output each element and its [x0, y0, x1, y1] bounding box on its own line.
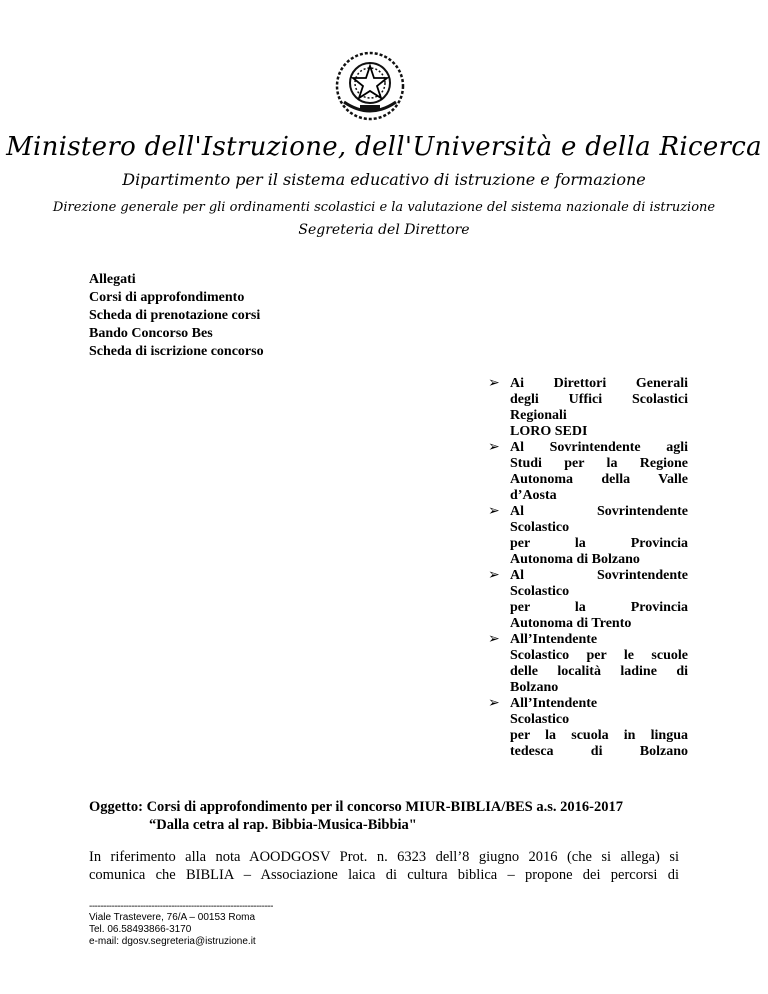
recipient-item — [488, 696, 688, 760]
footer-email: e-mail: dgosv.segreteria@istruzione.it — [89, 936, 256, 947]
recipient-line: Al Sovrintendente — [510, 504, 688, 519]
arrow-bullet-icon: ➢ — [488, 504, 500, 519]
recipients-list — [488, 376, 688, 760]
recipient-line: Autonoma della Valle — [510, 472, 688, 487]
recipient-line: tedesca di Bolzano — [510, 744, 688, 759]
recipient-line: per la Provincia — [510, 600, 688, 615]
recipient-line: All’Intendente — [510, 632, 598, 647]
arrow-bullet-icon: ➢ — [488, 568, 500, 583]
directorate-name: Direzione generale per gli ordinamenti scolastici e la valutazione del sistema nazionale di istruzione — [52, 200, 716, 215]
arrow-bullet-icon: ➢ — [488, 376, 500, 391]
subject-line: Oggetto: Corsi di approfondimento per il concorso MIUR-BIBLIA/BES a.s. 2016-2017 — [89, 799, 623, 815]
attachment-item: Bando Concorso Bes — [89, 326, 213, 341]
recipient-line: Al Sovrintendente agli — [510, 440, 688, 455]
attachment-item: Scheda di iscrizione concorso — [89, 344, 264, 359]
recipient-line: Autonoma di Trento — [510, 616, 632, 631]
recipient-line: d’Aosta — [510, 488, 557, 503]
recipient-item — [488, 632, 688, 696]
italian-republic-emblem-icon — [330, 50, 410, 122]
footer-divider: ----------------------------------------------------------------- — [89, 901, 273, 912]
department-name: Dipartimento per il sistema educativo di istruzione e formazione — [122, 170, 646, 189]
recipient-line: Bolzano — [510, 680, 559, 695]
attachments-heading: Allegati — [89, 272, 136, 287]
recipient-line: Scolastico — [510, 584, 570, 599]
recipient-line: All’Intendente — [510, 696, 598, 711]
attachment-item: Scheda di prenotazione corsi — [89, 308, 261, 323]
recipient-line: Scolastico — [510, 520, 570, 535]
recipient-line: Autonoma di Bolzano — [510, 552, 640, 567]
footer-phone: Tel. 06.58493866-3170 — [89, 924, 192, 935]
arrow-bullet-icon: ➢ — [488, 440, 500, 455]
subject — [89, 798, 623, 834]
body-paragraph — [89, 848, 679, 884]
recipient-line: per la Provincia — [510, 536, 688, 551]
recipient-line: Scolastico — [510, 712, 570, 727]
recipient-item — [488, 504, 688, 568]
recipient-item — [488, 440, 688, 504]
recipient-item — [488, 376, 688, 440]
body-line: comunica che BIBLIA – Associazione laica di cultura biblica – propone dei percorsi di — [89, 867, 679, 883]
recipient-line: degli Uffici Scolastici — [510, 392, 688, 407]
recipient-line: Studi per la Regione — [510, 456, 688, 471]
recipient-line: Scolastico per le scuole — [510, 648, 688, 663]
attachments-list — [89, 271, 264, 361]
recipient-line: Regionali — [510, 408, 567, 423]
recipient-line: delle località ladine di — [510, 664, 688, 679]
arrow-bullet-icon: ➢ — [488, 696, 500, 711]
secretariat-name: Segreteria del Direttore — [298, 222, 470, 238]
recipient-line: Ai Direttori Generali — [510, 376, 688, 391]
attachment-item: Corsi di approfondimento — [89, 290, 245, 305]
footer-address: Viale Trastevere, 76/A – 00153 Roma — [89, 912, 256, 923]
recipient-line: Al Sovrintendente — [510, 568, 688, 583]
footer-contacts — [89, 912, 256, 948]
subject-title: “Dalla cetra al rap. Bibbia-Musica-Bibbia" — [149, 817, 417, 833]
recipient-line: LORO SEDI — [510, 424, 588, 439]
ministry-name: Ministero dell'Istruzione, dell'Università e della Ricerca — [6, 132, 762, 162]
body-line: In riferimento alla nota AOODGOSV Prot. n. 6323 dell’8 giugno 2016 (che si allega) si — [89, 849, 679, 865]
recipient-item — [488, 568, 688, 632]
arrow-bullet-icon: ➢ — [488, 632, 500, 647]
recipient-line: per la scuola in lingua — [510, 728, 688, 743]
